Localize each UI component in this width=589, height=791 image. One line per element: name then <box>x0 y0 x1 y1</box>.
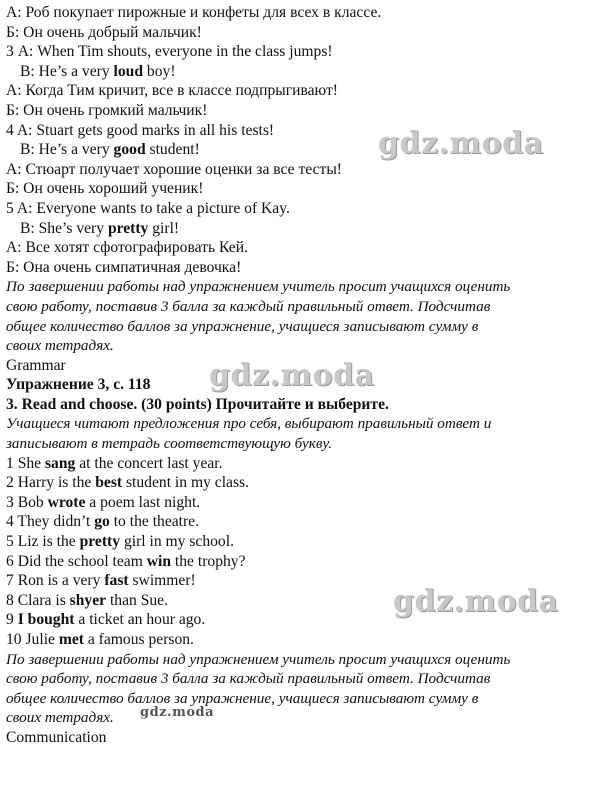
dialogue-line <box>6 160 586 180</box>
dialogue-line <box>6 219 586 239</box>
answer-text: 2 Harry is the <box>6 474 96 492</box>
teacher-note-line: общее количество баллов за упражнение, учащиеся записывают сумму в <box>6 689 479 707</box>
answer-text: 4 They didn’t <box>6 513 95 531</box>
answer-text: student in my class. <box>122 474 249 492</box>
dialogue-line <box>6 101 586 121</box>
exercise-heading: Упражнение 3, с. 118 <box>6 376 151 394</box>
dialogue-line <box>6 3 586 23</box>
dialogue-text: 5 A: Everyone wants to take a picture of Kay. <box>6 199 290 217</box>
answer-text: the trophy? <box>171 552 246 570</box>
dialogue-text: girl! <box>148 219 180 237</box>
dialogue-line <box>6 23 586 43</box>
teacher-note-line: своих тетрадях. <box>6 709 114 727</box>
task-title: 3. Read and choose. (30 points) Прочитайте и выберите. <box>6 395 389 413</box>
teacher-note-2 <box>6 650 586 728</box>
instruction-line: Учащиеся читают предложения про себя, выбирают правильный ответ и <box>6 415 492 433</box>
answer-text: 3 Bob <box>6 493 48 511</box>
dialogue-text: student! <box>145 141 200 159</box>
dialogue-text: B: He’s a very <box>20 141 114 159</box>
dialogue-text: А: Когда Тим кричит, все в классе подпрыгивают! <box>6 82 338 100</box>
answer-text: 1 She <box>6 454 45 472</box>
answer-bold-word: shyer <box>69 591 107 609</box>
communication-label: Communication <box>6 728 107 746</box>
grammar-label: Grammar <box>6 356 66 374</box>
dialogue-text: B: He’s a very <box>20 62 114 80</box>
answer-line <box>6 552 586 572</box>
answer-text: girl in my school. <box>120 533 234 551</box>
dialogue-line <box>6 42 586 62</box>
answer-text: 9 <box>6 611 18 629</box>
dialogue-text: А: Все хотят сфотографировать Кей. <box>6 239 248 257</box>
teacher-note-1 <box>6 277 586 355</box>
answer-line <box>6 630 586 650</box>
watermark: gdz.moda <box>393 584 559 619</box>
answer-bold-word: fast <box>104 572 129 590</box>
answer-text: 6 Did the school team <box>6 552 147 570</box>
answer-text: 8 Clara is <box>6 591 70 609</box>
answer-bold-word: win <box>146 552 172 570</box>
dialogue-text: Б: Он очень хороший ученик! <box>6 180 204 198</box>
answer-text: 7 Ron is a very <box>6 572 105 590</box>
dialogue-line <box>6 179 586 199</box>
answers-list <box>6 454 586 650</box>
dialogue-text: B: She’s very <box>20 219 108 237</box>
answer-bold-word: sang <box>44 454 76 472</box>
teacher-note-line: свою работу, поставив 3 балла за каждый правильный ответ. Подсчитав <box>6 670 491 688</box>
answer-bold-word: I bought <box>17 611 75 629</box>
answer-line <box>6 493 586 513</box>
teacher-note-line: свою работу, поставив 3 балла за каждый правильный ответ. Подсчитав <box>6 297 491 315</box>
answer-text: to the theatre. <box>109 513 200 531</box>
teacher-note-line: своих тетрадях. <box>6 337 114 355</box>
dialogue-text: А: Стюарт получает хорошие оценки за все тесты! <box>6 160 342 178</box>
answer-bold-word: best <box>95 474 123 492</box>
answer-bold-word: go <box>94 513 110 531</box>
answer-text: 10 Julie <box>6 631 59 648</box>
dialogue-line <box>6 238 586 258</box>
answer-line <box>6 512 586 532</box>
answer-text: at the concert last year. <box>75 454 223 472</box>
dialogue-bold-word: good <box>113 141 146 159</box>
dialogue-bold-word: loud <box>113 62 144 80</box>
answer-line <box>6 473 586 493</box>
instruction-line: записывают в тетрадь соответствующую букву. <box>6 435 333 453</box>
answer-text: a poem last night. <box>85 493 201 511</box>
teacher-note-line: По завершении работы над упражнением учитель просит учащихся оценить <box>6 278 511 296</box>
dialogue-text: boy! <box>143 62 176 80</box>
dialogue-text: Б: Он очень громкий мальчик! <box>6 101 208 119</box>
dialogue-line <box>6 62 586 82</box>
dialogue-text: Б: Он очень добрый мальчик! <box>6 23 202 41</box>
answer-text: than Sue. <box>106 591 168 609</box>
dialogue-line <box>6 81 586 101</box>
answer-bold-word: met <box>58 631 84 648</box>
answer-text: a ticket an hour ago. <box>74 611 206 629</box>
answer-text: 5 Liz is the <box>6 533 80 551</box>
answer-line <box>6 454 586 474</box>
answer-line <box>6 532 586 552</box>
dialogue-text: А: Роб покупает пирожные и конфеты для всех в классе. <box>6 4 382 21</box>
watermark: gdz.moda <box>378 126 544 161</box>
answer-text: a famous person. <box>83 631 194 648</box>
answer-text: swimmer! <box>128 572 196 590</box>
answer-bold-word: pretty <box>79 533 121 551</box>
dialogue-line <box>6 258 586 278</box>
dialogue-text: 4 A: Stuart gets good marks in all his tests! <box>6 121 275 139</box>
watermark: gdz.moda <box>140 705 215 720</box>
teacher-note-line: общее количество баллов за упражнение, учащиеся записывают сумму в <box>6 317 479 335</box>
dialogue-text: Б: Она очень симпатичная девочка! <box>6 258 242 276</box>
teacher-note-line: По завершении работы над упражнением учитель просит учащихся оценить <box>6 650 511 668</box>
dialogue-line <box>6 199 586 219</box>
dialogue-text: 3 А: When Tim shouts, everyone in the class jumps! <box>6 43 333 61</box>
task-instruction <box>6 414 586 453</box>
watermark: gdz.moda <box>209 358 375 393</box>
answer-bold-word: wrote <box>47 493 86 511</box>
dialogue-bold-word: pretty <box>107 219 149 237</box>
